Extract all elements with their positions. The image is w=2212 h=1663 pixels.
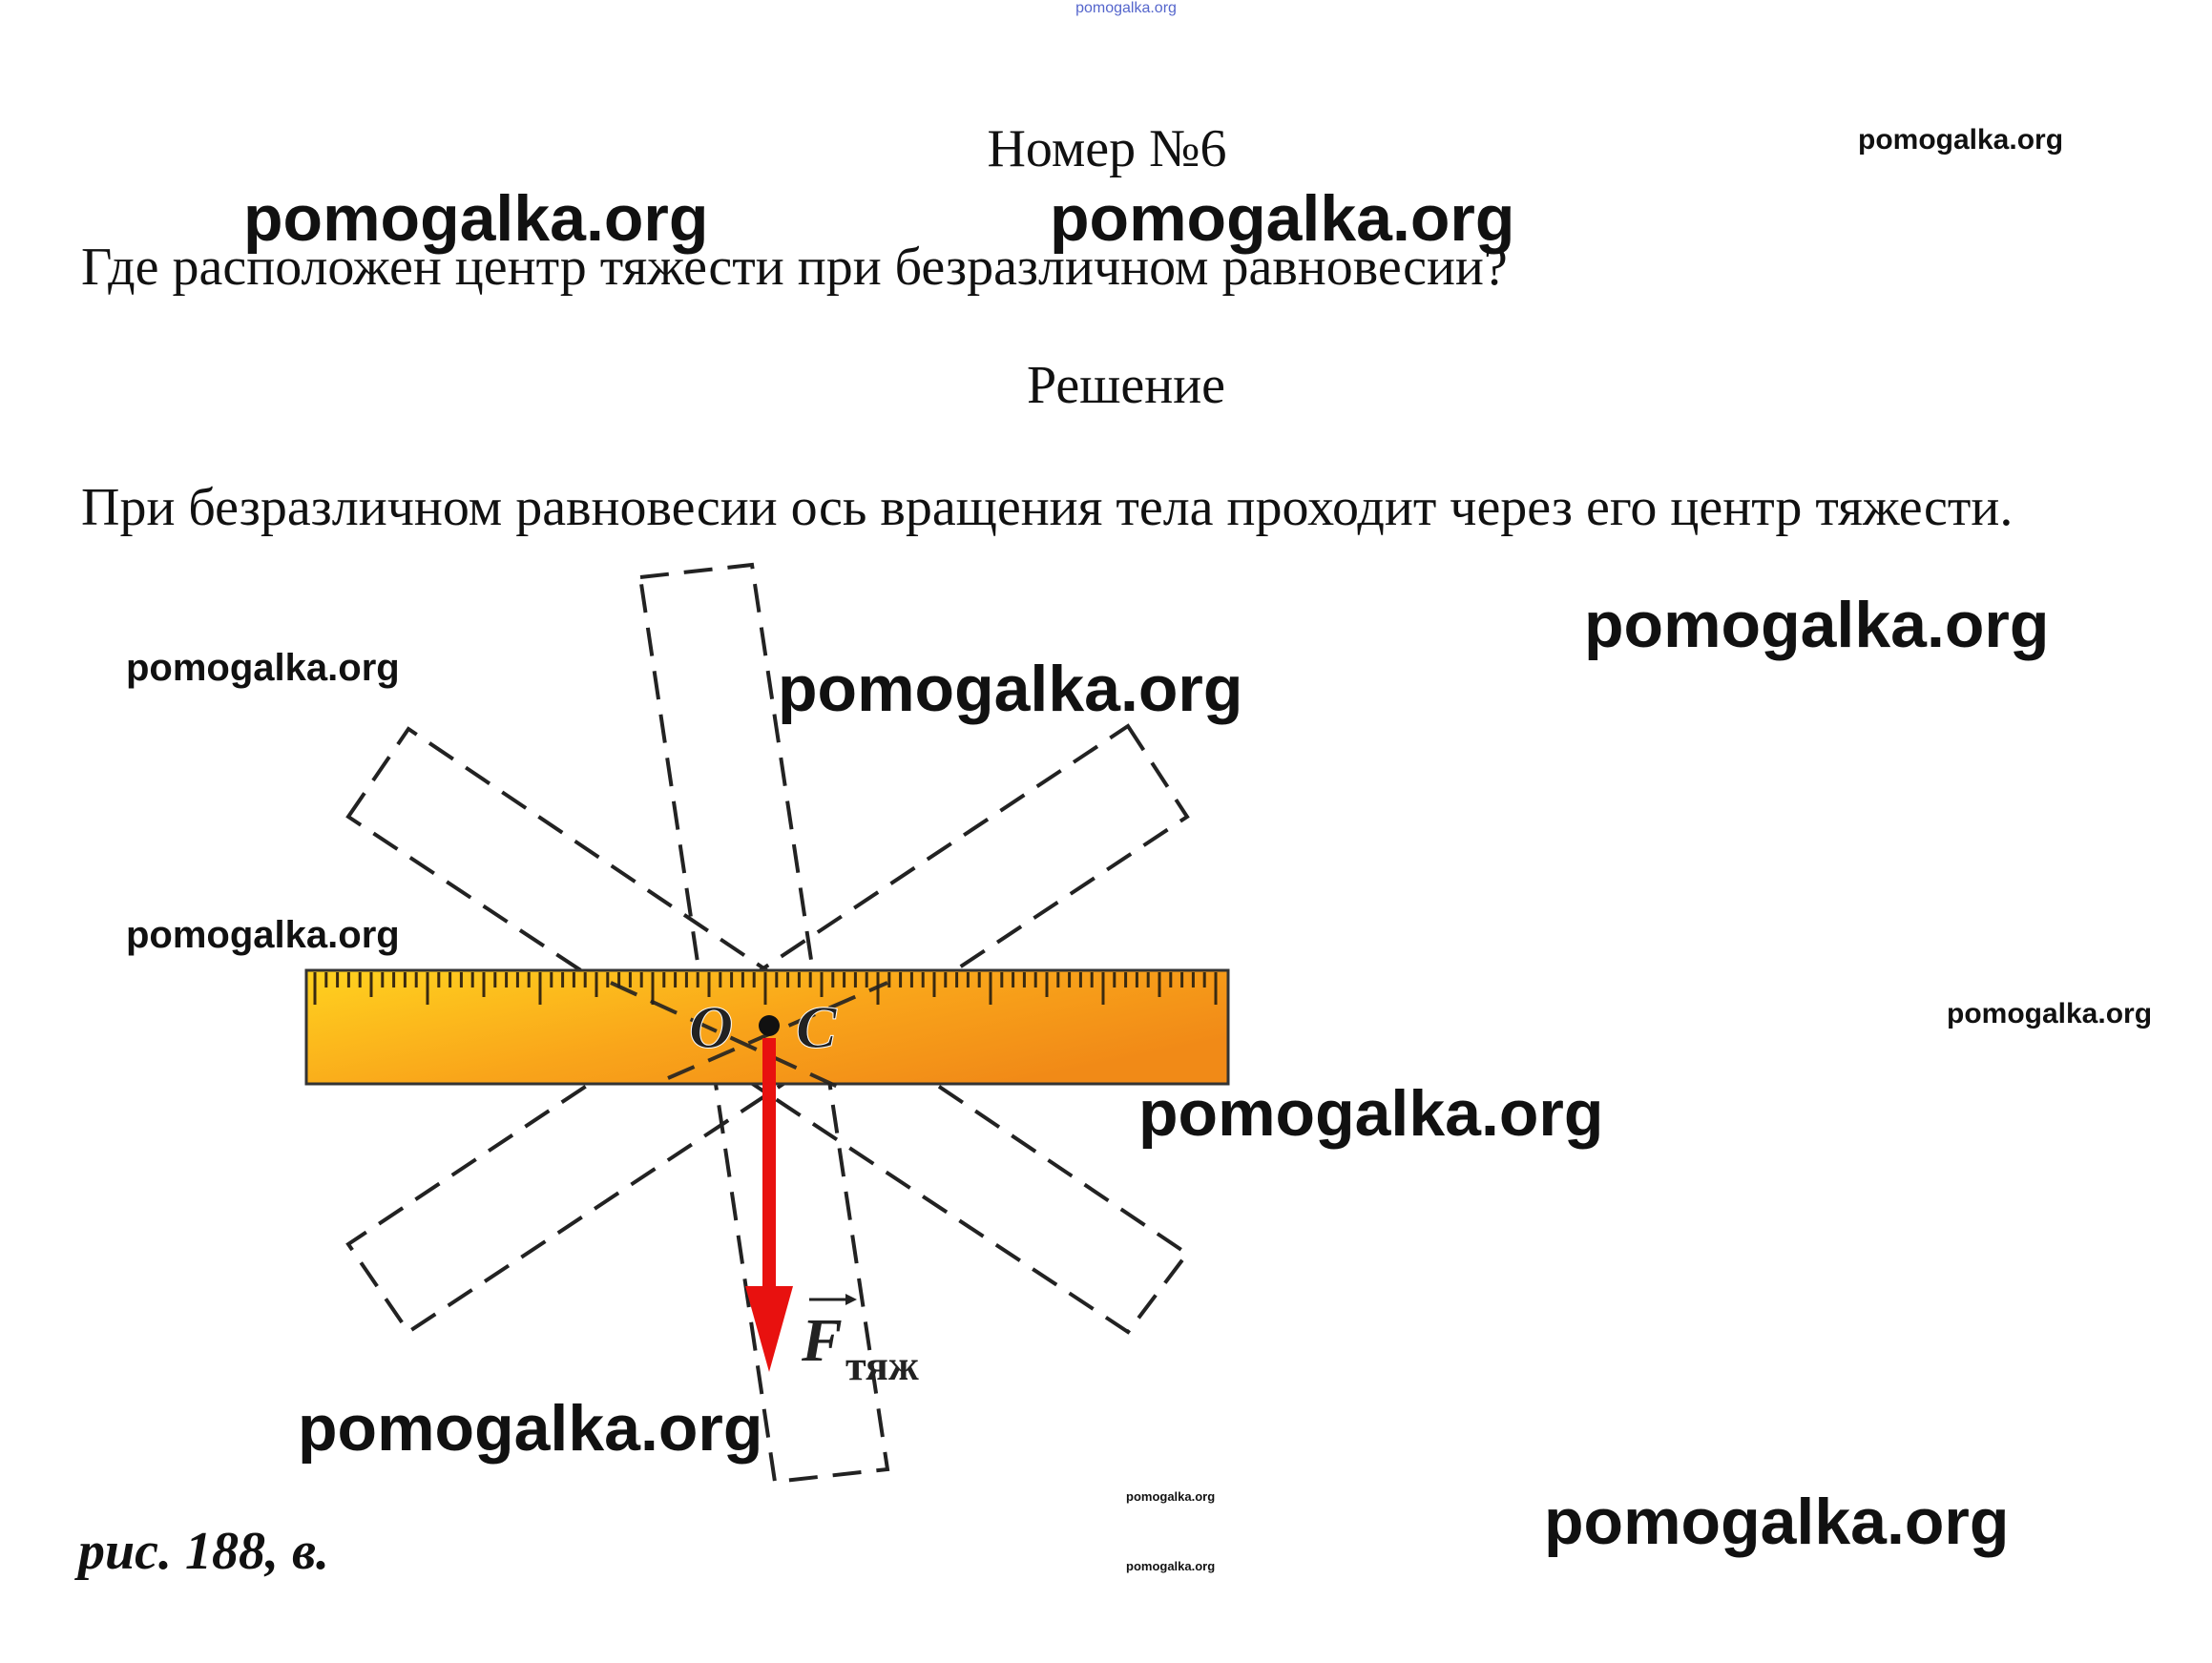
watermark: pomogalka.org — [1126, 1489, 1216, 1504]
watermark: pomogalka.org — [1947, 998, 2153, 1029]
figure-caption: рис. 188, в. — [78, 1522, 330, 1581]
force-subscript: тяж — [845, 1342, 919, 1389]
label-c: C — [796, 993, 837, 1061]
watermark: pomogalka.org — [126, 914, 400, 956]
watermark: pomogalka.org — [1050, 182, 1515, 255]
watermark: pomogalka.org — [1126, 1559, 1216, 1573]
watermark: pomogalka.org — [1584, 589, 2050, 661]
pivot-point — [759, 1015, 780, 1036]
site-header[interactable]: pomogalka.org — [1075, 0, 1177, 16]
watermark: pomogalka.org — [1544, 1486, 2010, 1558]
force-symbol: F — [802, 1306, 843, 1374]
watermark: pomogalka.org — [1858, 124, 2064, 156]
force-label — [801, 1294, 919, 1389]
solution-heading: Решение — [1026, 356, 1226, 415]
watermark: pomogalka.org — [126, 647, 400, 689]
watermark: pomogalka.org — [778, 653, 1243, 725]
page-title: Номер №6 — [987, 119, 1227, 178]
watermark: pomogalka.org — [1138, 1077, 1604, 1150]
watermark: pomogalka.org — [298, 1392, 763, 1465]
label-o: O — [689, 993, 734, 1061]
answer-text: При безразличном равновесии ось вращения тела проходит через его центр тяжести. — [81, 478, 2014, 537]
watermark: pomogalka.org — [243, 182, 709, 255]
question-text: Где расположен центр тяжести при безразличном равновесии? — [81, 238, 1508, 297]
